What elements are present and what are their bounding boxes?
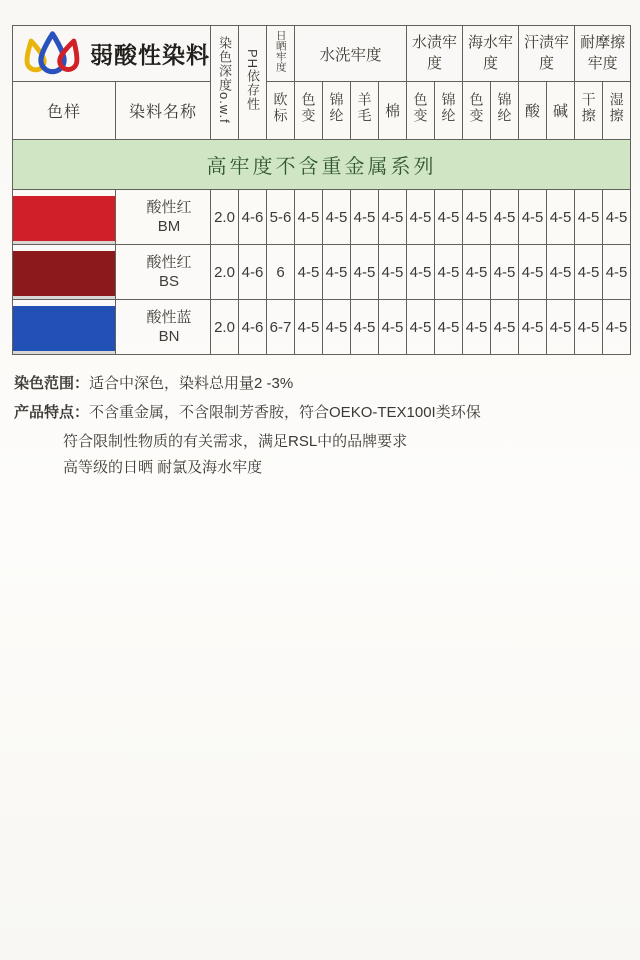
value-cell: 4-5 xyxy=(435,300,463,355)
value-cell: 2.0 xyxy=(211,300,239,355)
value-cell: 4-5 xyxy=(351,300,379,355)
product-features-label: 产品特点： xyxy=(14,404,90,421)
value-cell: 4-5 xyxy=(295,190,323,245)
value-cell: 4-6 xyxy=(239,190,267,245)
dye-range-text: 适合中深色，染料总用量2 -3% xyxy=(89,375,294,392)
dye-code: BM xyxy=(157,218,181,235)
value-cell: 4-5 xyxy=(575,190,603,245)
value-cell: 4-5 xyxy=(603,300,631,355)
value-cell: 4-5 xyxy=(491,245,519,300)
notes-section xyxy=(14,374,620,484)
series-banner: 高牢度不含重金属系列 xyxy=(13,140,631,190)
value-cell: 4-5 xyxy=(575,300,603,355)
value-cell: 4-5 xyxy=(519,300,547,355)
col-header-depth-owf: 染色深度o.w.f xyxy=(211,26,239,140)
dye-name: 酸性蓝 xyxy=(146,309,192,326)
value-cell: 4-5 xyxy=(547,300,575,355)
series-banner-row xyxy=(13,140,631,190)
value-cell: 4-5 xyxy=(323,190,351,245)
value-cell: 6-7 xyxy=(267,300,295,355)
col-header-ph: PH依存性 xyxy=(239,26,267,140)
header-row-groups xyxy=(13,26,631,82)
sub-header-sweat-acid: 酸 xyxy=(519,82,547,140)
dye-range-note xyxy=(14,374,620,394)
sub-header-seawater-discolor: 色变 xyxy=(463,82,491,140)
fastness-spec-table xyxy=(12,25,631,355)
color-swatch xyxy=(13,251,115,296)
value-cell: 4-5 xyxy=(379,245,407,300)
value-cell: 4-5 xyxy=(603,245,631,300)
col-header-dye-name: 染料名称 xyxy=(116,82,211,140)
color-swatch xyxy=(13,196,115,241)
value-cell: 4-5 xyxy=(323,300,351,355)
col-header-sample: 色样 xyxy=(13,82,116,140)
dye-drops-icon xyxy=(22,31,83,77)
value-cell: 4-5 xyxy=(379,300,407,355)
sub-header-waterstain-nylon: 锦纶 xyxy=(435,82,463,140)
group-header-wash-fastness: 水洗牢度 xyxy=(295,26,407,82)
dye-name-cell xyxy=(116,300,211,355)
dye-range-label: 染色范围： xyxy=(14,375,90,392)
dye-name: 酸性红 xyxy=(146,254,192,271)
value-cell: 4-5 xyxy=(491,190,519,245)
value-cell: 4-6 xyxy=(239,245,267,300)
brand-logo xyxy=(13,31,210,77)
value-cell: 4-5 xyxy=(295,300,323,355)
group-header-waterstain-fastness: 水渍牢度 xyxy=(407,26,463,82)
value-cell: 4-5 xyxy=(547,190,575,245)
value-cell: 4-5 xyxy=(407,190,435,245)
value-cell: 4-5 xyxy=(351,190,379,245)
value-cell: 4-5 xyxy=(603,190,631,245)
product-features-line2: 符合限制性物质的有关需求，满足RSL中的品牌要求 xyxy=(63,433,408,450)
sub-header-rub-wet: 湿擦 xyxy=(603,82,631,140)
value-cell: 5-6 xyxy=(267,190,295,245)
value-cell: 4-5 xyxy=(407,300,435,355)
sub-header-waterstain-discolor: 色变 xyxy=(407,82,435,140)
dye-name-cell xyxy=(116,190,211,245)
value-cell: 4-5 xyxy=(463,300,491,355)
group-header-perspiration-fastness: 汗渍牢度 xyxy=(519,26,575,82)
value-cell: 4-5 xyxy=(323,245,351,300)
col-header-light-fastness: 日晒牢度 xyxy=(267,26,295,82)
value-cell: 4-5 xyxy=(519,245,547,300)
dye-code: BS xyxy=(158,273,179,290)
sub-header-wash-nylon: 锦纶 xyxy=(323,82,351,140)
value-cell: 4-5 xyxy=(519,190,547,245)
value-cell: 4-5 xyxy=(435,190,463,245)
group-header-seawater-fastness: 海水牢度 xyxy=(463,26,519,82)
value-cell: 4-5 xyxy=(575,245,603,300)
sub-header-seawater-nylon: 锦纶 xyxy=(491,82,519,140)
value-cell: 4-5 xyxy=(351,245,379,300)
value-cell: 4-5 xyxy=(379,190,407,245)
value-cell: 4-5 xyxy=(463,245,491,300)
sub-header-wash-cotton: 棉 xyxy=(379,82,407,140)
color-swatch-cell xyxy=(13,245,116,300)
value-cell: 4-5 xyxy=(407,245,435,300)
table-row xyxy=(13,245,631,300)
dye-code: BN xyxy=(158,328,180,345)
value-cell: 6 xyxy=(267,245,295,300)
dye-name: 酸性红 xyxy=(146,199,192,216)
product-features-note xyxy=(14,403,620,423)
sub-header-wash-discolor: 色变 xyxy=(295,82,323,140)
value-cell: 4-6 xyxy=(239,300,267,355)
group-header-rubbing-fastness: 耐摩擦牢度 xyxy=(575,26,631,82)
table-row xyxy=(13,190,631,245)
color-swatch-cell xyxy=(13,300,116,355)
brand-title: 弱酸性染料 xyxy=(90,42,210,68)
color-swatch-cell xyxy=(13,190,116,245)
value-cell: 2.0 xyxy=(211,245,239,300)
value-cell: 4-5 xyxy=(295,245,323,300)
color-swatch xyxy=(13,306,115,351)
col-header-euro-standard: 欧标 xyxy=(267,82,295,140)
sub-header-rub-dry: 干擦 xyxy=(575,82,603,140)
header-row-subs xyxy=(13,82,631,140)
product-features-text: 不含重金属，不含限制芳香胺，符合OEKO-TEX100I类环保 xyxy=(89,404,481,421)
brand-cell xyxy=(13,26,211,82)
value-cell: 2.0 xyxy=(211,190,239,245)
dye-name-cell xyxy=(116,245,211,300)
product-features-line3: 高等级的日晒 耐氯及海水牢度 xyxy=(63,459,263,476)
table-row xyxy=(13,300,631,355)
sub-header-wash-wool: 羊毛 xyxy=(351,82,379,140)
value-cell: 4-5 xyxy=(435,245,463,300)
value-cell: 4-5 xyxy=(547,245,575,300)
sub-header-sweat-alkali: 碱 xyxy=(547,82,575,140)
value-cell: 4-5 xyxy=(463,190,491,245)
value-cell: 4-5 xyxy=(491,300,519,355)
